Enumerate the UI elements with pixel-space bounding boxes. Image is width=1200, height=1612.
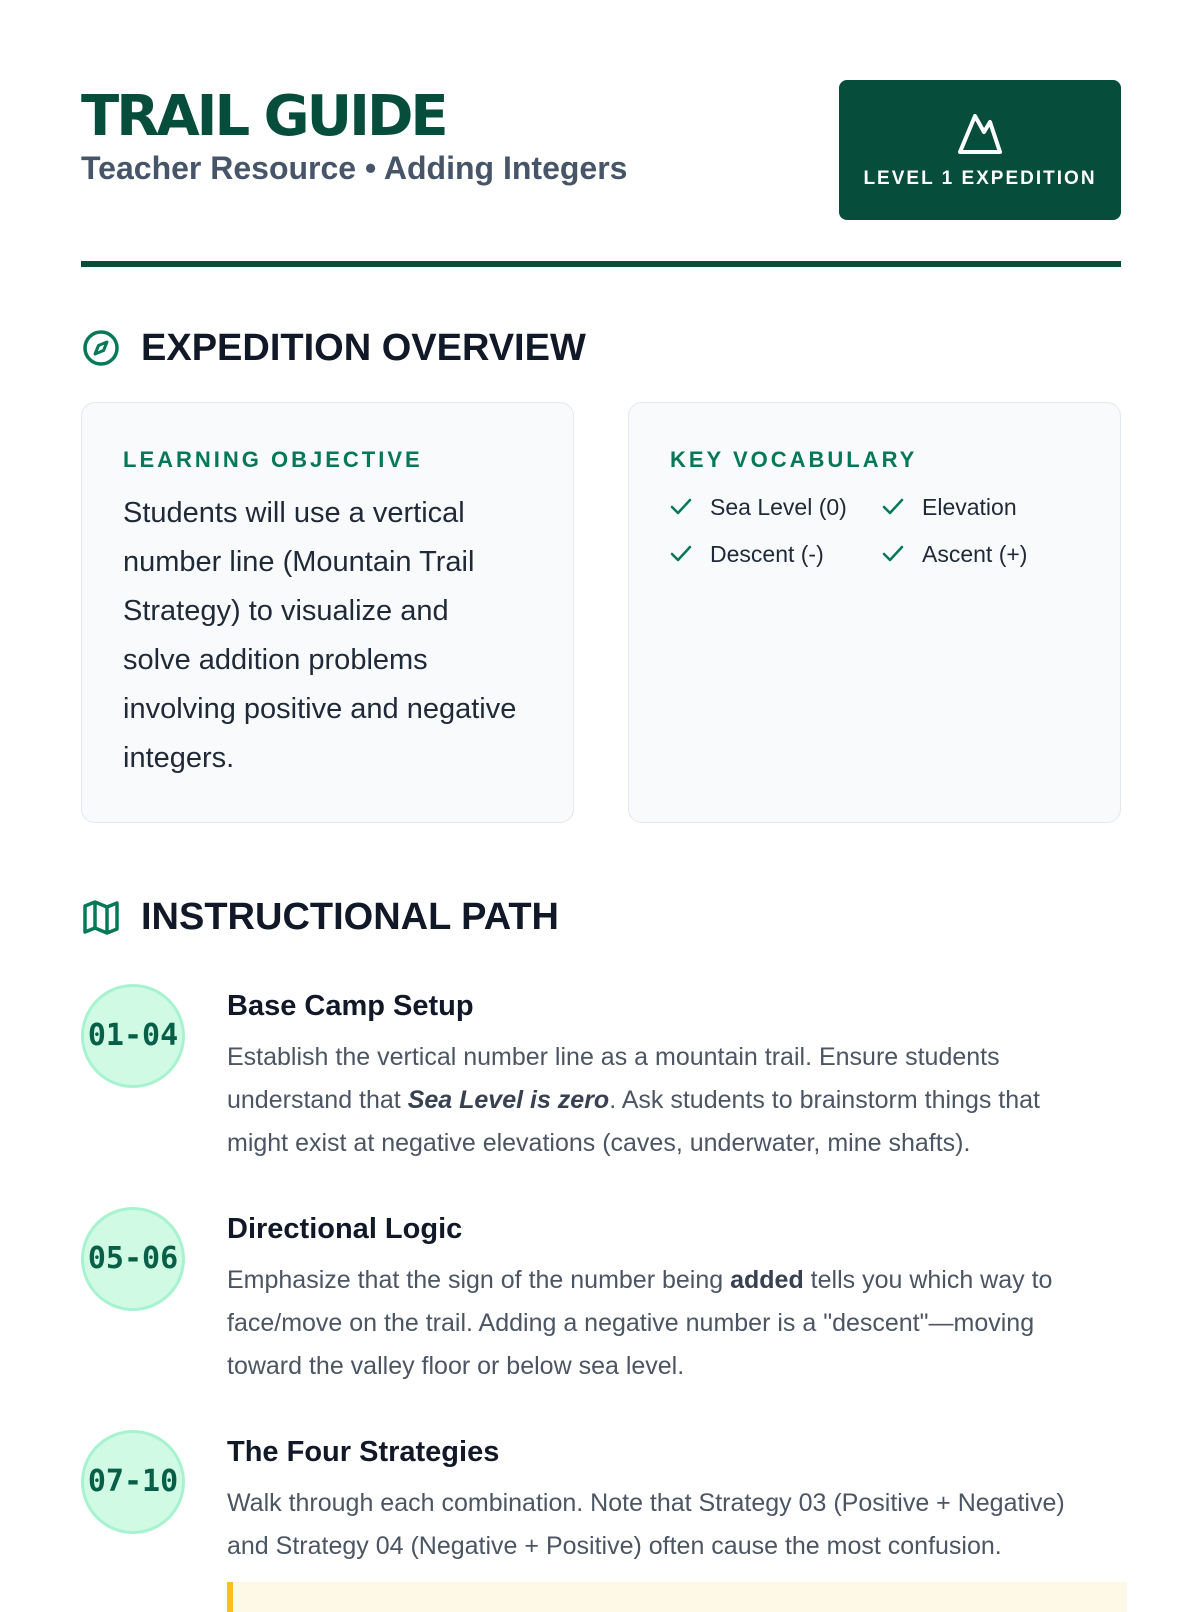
mountain-icon xyxy=(956,108,1004,156)
step-number-badge: 01-04 xyxy=(81,984,185,1088)
compass-icon xyxy=(81,328,121,368)
step-description-line xyxy=(227,1525,1121,1568)
path-section-title xyxy=(81,895,1121,939)
step-number-badge: 07-10 xyxy=(81,1430,185,1534)
callout-box xyxy=(227,1582,1127,1612)
map-icon xyxy=(81,897,121,937)
path-heading: INSTRUCTIONAL PATH xyxy=(141,896,559,938)
vocabulary-term: Elevation xyxy=(922,494,1017,520)
overview-section-title xyxy=(81,326,1121,370)
text-run: Walk through each combination. Note that Strategy 03 (Positive + Negative) xyxy=(227,1489,1065,1517)
text-run: understand that xyxy=(227,1086,408,1114)
check-icon xyxy=(882,497,904,517)
step-description-line xyxy=(227,1259,1121,1302)
check-icon xyxy=(670,544,692,564)
step-description-line xyxy=(227,1036,1121,1079)
emphasis-text: Sea Level is zero xyxy=(407,1086,610,1114)
text-run: tells you which way to xyxy=(803,1266,1053,1294)
step-number-badge: 05-06 xyxy=(81,1207,185,1311)
learning-objective-text xyxy=(123,489,543,783)
objective-line: involving positive and negative xyxy=(123,693,517,725)
learning-objective-label: LEARNING OBJECTIVE xyxy=(123,447,423,472)
page-title: TRAIL GUIDE xyxy=(81,84,446,149)
step-description-line xyxy=(227,1302,1121,1345)
header xyxy=(81,80,1121,220)
text-run: toward the valley floor or below sea level. xyxy=(227,1352,685,1380)
step-description-line xyxy=(227,1482,1121,1525)
step-title: Base Camp Setup xyxy=(227,990,474,1022)
learning-objective-card xyxy=(81,402,574,823)
key-vocabulary-card xyxy=(628,402,1121,823)
objective-line: Strategy) to visualize and xyxy=(123,595,449,627)
vocabulary-term: Ascent (+) xyxy=(922,541,1028,567)
overview-heading: EXPEDITION OVERVIEW xyxy=(141,327,586,369)
key-vocabulary-label: KEY VOCABULARY xyxy=(670,447,918,472)
instruction-step xyxy=(81,1207,1121,1387)
objective-line: number line (Mountain Trail xyxy=(123,546,475,578)
page-subtitle: Teacher Resource • Adding Integers xyxy=(81,150,628,186)
strong-text: added xyxy=(730,1266,804,1294)
objective-line: Students will use a vertical xyxy=(123,497,465,529)
objective-line: integers. xyxy=(123,742,235,774)
text-run: might exist at negative elevations (caves, underwater, mine shafts). xyxy=(227,1129,971,1157)
instruction-step xyxy=(81,984,1121,1164)
text-run: Establish the vertical number line as a mountain trail. Ensure students xyxy=(227,1043,1000,1071)
text-run: and Strategy 04 (Negative + Positive) often cause the most confusion. xyxy=(227,1532,1002,1560)
text-run: Emphasize that the sign of the number being xyxy=(227,1266,731,1294)
step-title: The Four Strategies xyxy=(227,1436,500,1468)
step-description-line xyxy=(227,1345,1121,1388)
header-divider xyxy=(81,261,1121,267)
step-description xyxy=(227,1482,1121,1568)
step-description-line xyxy=(227,1079,1121,1122)
step-description-line xyxy=(227,1122,1121,1165)
vocabulary-term: Sea Level (0) xyxy=(710,494,847,520)
text-run: . Ask students to brainstorm things that xyxy=(609,1086,1040,1114)
vocabulary-term: Descent (-) xyxy=(710,541,824,567)
step-description xyxy=(227,1036,1121,1165)
level-badge-label: LEVEL 1 EXPEDITION xyxy=(863,168,1097,189)
step-title: Directional Logic xyxy=(227,1213,463,1245)
level-badge xyxy=(839,80,1121,220)
check-icon xyxy=(670,497,692,517)
text-run: face/move on the trail. Adding a negative number is a "descent"—moving xyxy=(227,1309,1035,1337)
instruction-step xyxy=(81,1430,1121,1570)
check-icon xyxy=(882,544,904,564)
objective-line: solve addition problems xyxy=(123,644,428,676)
step-description xyxy=(227,1259,1121,1388)
